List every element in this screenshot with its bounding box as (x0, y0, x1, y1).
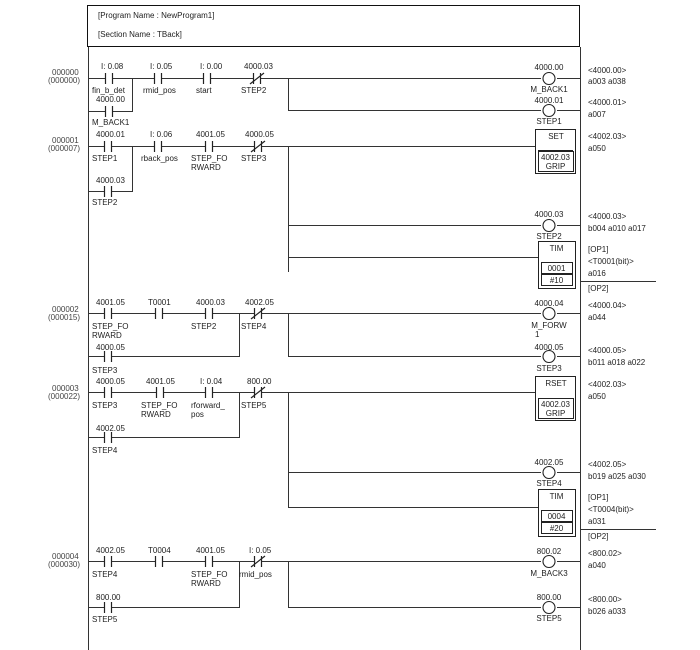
contact-address: 4000.05 (96, 377, 125, 386)
xref: <4000.03> (588, 212, 627, 221)
coil-address: 4000.05 (534, 343, 564, 352)
contact-name-cont: RWARD (191, 579, 221, 588)
contact-address: 4001.05 (196, 546, 225, 555)
xref: <T0001(bit)> (588, 257, 634, 266)
rung-number: 000003 (52, 384, 79, 393)
instruction-name: TIM (549, 492, 564, 501)
coil-address: 4000.03 (534, 210, 564, 219)
contact-address: 4002.05 (96, 424, 125, 433)
contact-name: rmid_pos (239, 570, 272, 579)
contact-address: 4000.05 (245, 130, 274, 139)
contact-r1-c3 (205, 141, 213, 152)
rung-number: 000002 (52, 305, 79, 314)
xref: <4000.04> (588, 301, 627, 310)
contact-r3-c3 (205, 387, 213, 398)
coil-name: STEP1 (536, 117, 562, 126)
coil-800-02 (543, 556, 555, 568)
coil-name: M_FORW (531, 321, 567, 330)
contact-address: 4001.05 (196, 130, 225, 139)
instruction-operand-name: GRIP (545, 162, 566, 171)
contact-name: rback_pos (141, 154, 178, 163)
rung-address: (000015) (48, 313, 81, 322)
rung-address: (000007) (48, 144, 81, 153)
xref: <800.02> (588, 549, 622, 558)
contact-address: I: 0.08 (101, 62, 124, 71)
coil-4002-05 (543, 467, 555, 479)
contact-name: start (196, 86, 212, 95)
contact-name: rforward_ (191, 401, 225, 410)
contact-name: STEP_FO (191, 570, 228, 579)
instruction-name: RSET (545, 379, 567, 388)
contact-r2-c5 (104, 351, 112, 362)
coil-name: STEP5 (536, 614, 562, 623)
xref: [OP2] (588, 532, 609, 541)
contact-r0-c1 (105, 73, 113, 84)
contact-name: STEP5 (241, 401, 267, 410)
timer-number: 0001 (547, 264, 566, 273)
coil-name: STEP2 (536, 232, 562, 241)
contact-name: STEP4 (92, 446, 118, 455)
contact-name: fin_b_det (92, 86, 125, 95)
contact-r4-c3 (205, 556, 213, 567)
contact-r2-c3 (205, 308, 213, 319)
coil-address: 4000.04 (534, 299, 564, 308)
contact-name: STEP2 (191, 322, 217, 331)
contact-address: I: 0.04 (200, 377, 223, 386)
xref: <4002.05> (588, 460, 627, 469)
timer-setpoint: #20 (549, 524, 564, 533)
contact-name-cont: RWARD (141, 410, 171, 419)
coil-name-cont: 1 (535, 330, 540, 339)
coil-4000-00 (543, 73, 555, 85)
xref: <T0004(bit)> (588, 505, 634, 514)
rung-number: 000004 (52, 552, 79, 561)
contact-r3-c5 (104, 432, 112, 443)
xref: <800.00> (588, 595, 622, 604)
contact-address: 800.00 (247, 377, 272, 386)
xref: b019 a025 a030 (588, 472, 646, 481)
xref: a050 (588, 144, 606, 153)
contact-address: 800.00 (96, 593, 121, 602)
contact-name-cont: RWARD (92, 331, 122, 340)
contact-address: 4000.03 (244, 62, 273, 71)
xref: <4000.01> (588, 98, 627, 107)
xref: b026 a033 (588, 607, 626, 616)
timer-number: 0004 (547, 512, 566, 521)
xref: [OP1] (588, 245, 609, 254)
contact-name: STEP_FO (141, 401, 178, 410)
contact-r4-c2 (155, 556, 163, 567)
contact-name: STEP3 (241, 154, 267, 163)
contact-name-cont: RWARD (191, 163, 221, 172)
contact-address: I: 0.00 (200, 62, 223, 71)
contact-r1-c5 (104, 186, 112, 197)
contact-address: 4001.05 (96, 298, 125, 307)
rung-address: (000000) (48, 76, 81, 85)
contact-r0-c3 (203, 73, 211, 84)
instruction-name: SET (548, 132, 564, 141)
contact-r2-c1 (104, 308, 112, 319)
coil-4000-05 (543, 351, 555, 363)
coil-address: 4000.01 (534, 96, 564, 105)
contact-name: STEP3 (92, 401, 118, 410)
contact-name: STEP5 (92, 615, 118, 624)
contact-address: 4000.03 (96, 176, 125, 185)
contact-name-cont: pos (191, 410, 204, 419)
contact-r0-c5 (105, 106, 113, 117)
contact-address: T0001 (148, 298, 171, 307)
coil-address: 4000.00 (534, 63, 564, 72)
xref: a016 (588, 269, 606, 278)
contact-name: STEP3 (92, 366, 118, 375)
contact-address: I: 0.05 (249, 546, 272, 555)
xref: <4002.03> (588, 132, 627, 141)
xref: <4000.00> (588, 66, 627, 75)
coil-address: 4002.05 (534, 458, 564, 467)
contact-address: 4002.05 (96, 546, 125, 555)
coil-4000-04 (543, 308, 555, 320)
rung-address: (000030) (48, 560, 81, 569)
rung-address: (000022) (48, 392, 81, 401)
coil-4000-01 (543, 105, 555, 117)
xref: [OP1] (588, 493, 609, 502)
coil-4000-03 (543, 220, 555, 232)
instruction-name: TIM (549, 244, 564, 253)
contact-address: I: 0.05 (150, 62, 173, 71)
contact-r4-c1 (104, 556, 112, 567)
timer-setpoint: #10 (549, 276, 564, 285)
contact-r2-c2 (155, 308, 163, 319)
xref: a050 (588, 392, 606, 401)
xref: <4002.03> (588, 380, 627, 389)
contact-address: 4002.05 (245, 298, 274, 307)
program-header (87, 5, 580, 47)
instruction-operand-name: GRIP (545, 409, 566, 418)
contact-address: 4000.01 (96, 130, 125, 139)
section-name: [Section Name : TBack] (98, 30, 182, 39)
contact-address: 4000.03 (196, 298, 225, 307)
instruction-operand: 4002.03 (541, 400, 570, 409)
program-name: [Program Name : NewProgram1] (98, 11, 215, 20)
contact-name: STEP_FO (92, 322, 129, 331)
coil-name: STEP4 (536, 479, 562, 488)
contact-name: M_BACK1 (92, 118, 130, 127)
contact-r4-c5 (104, 602, 112, 613)
contact-address: T0004 (148, 546, 171, 555)
xref: <4000.05> (588, 346, 627, 355)
xref: a044 (588, 313, 606, 322)
xref: [OP2] (588, 284, 609, 293)
xref: a040 (588, 561, 606, 570)
contact-name: STEP2 (92, 198, 118, 207)
rung-number: 000000 (52, 68, 79, 77)
contact-address: I: 0.06 (150, 130, 173, 139)
instruction-operand: 4002.03 (541, 153, 570, 162)
contact-name: STEP2 (241, 86, 267, 95)
contact-name: STEP1 (92, 154, 118, 163)
contact-name: STEP_FO (191, 154, 228, 163)
contact-address: 4001.05 (146, 377, 175, 386)
xref: b011 a018 a022 (588, 358, 646, 367)
contact-address: 4000.05 (96, 343, 125, 352)
coil-name: M_BACK1 (530, 85, 568, 94)
xref: b004 a010 a017 (588, 224, 646, 233)
contact-r3-c2 (156, 387, 164, 398)
contact-r1-c1 (104, 141, 112, 152)
contact-r1-c2 (154, 141, 162, 152)
contact-address: 4000.00 (96, 95, 125, 104)
contact-r3-c1 (104, 387, 112, 398)
contact-name: STEP4 (92, 570, 118, 579)
rung-number: 000001 (52, 136, 79, 145)
xref: a031 (588, 517, 606, 526)
coil-name: M_BACK3 (530, 569, 568, 578)
coil-address: 800.02 (536, 547, 562, 556)
xref: a007 (588, 110, 606, 119)
contact-name: STEP4 (241, 322, 267, 331)
contact-name: rmid_pos (143, 86, 176, 95)
contact-r0-c2 (154, 73, 162, 84)
coil-address: 800.00 (536, 593, 562, 602)
coil-800-00 (543, 602, 555, 614)
xref: a003 a038 (588, 77, 626, 86)
coil-name: STEP3 (536, 364, 562, 373)
